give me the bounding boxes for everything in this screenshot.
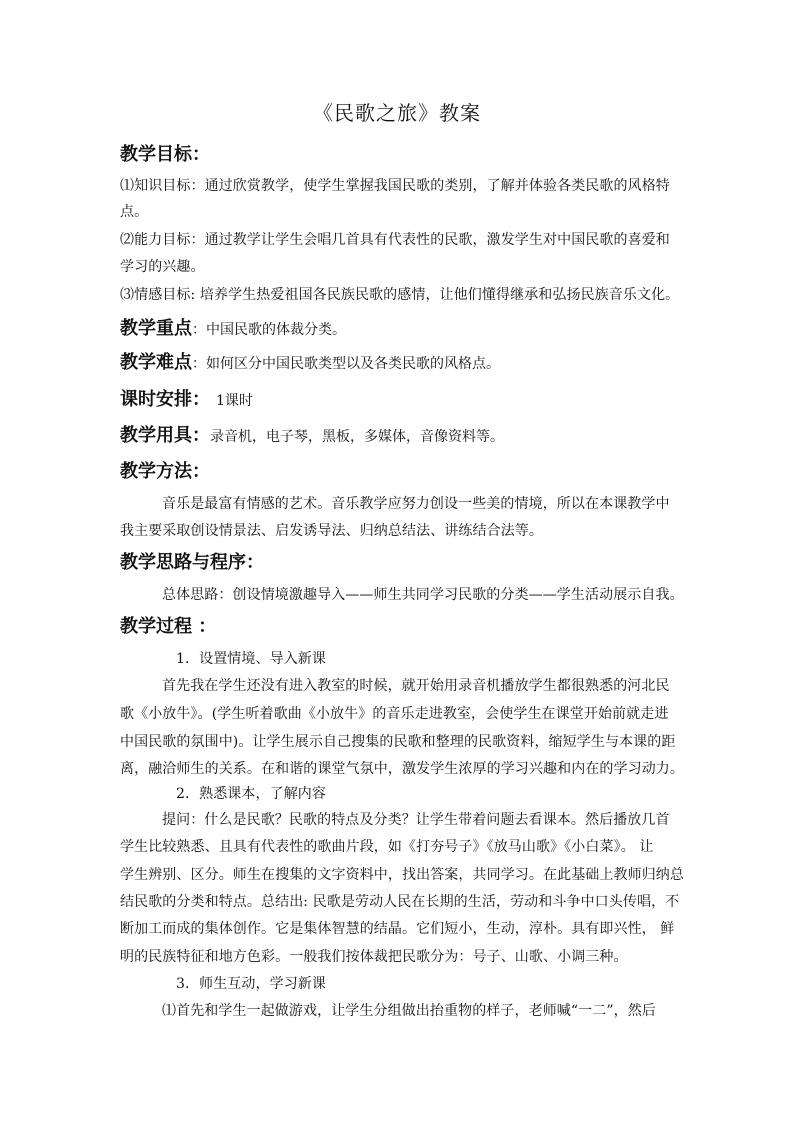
step2-line-2: 学生比较熟悉、且具有代表性的歌曲片段，如《打夯号子》《放马山歌》《小白菜》。 让: [120, 839, 654, 855]
process-heading: 教学过程 ：: [120, 616, 217, 637]
step2-line-1: 提问：什么是民歌？民歌的特点及分类？让学生带着问题去看课本。然后播放几首: [162, 812, 670, 828]
difficulty-label: 教学难点: [120, 352, 192, 373]
schedule-heading: [120, 385, 253, 411]
step2-title: 2．熟悉课本，了解内容: [176, 786, 327, 802]
goals-line-1: ⑴知识目标：通过欣赏教学，使学生掌握我国民歌的类别，了解并体验各类民歌的风格特: [120, 178, 670, 194]
difficulty-text: ：如何区分中国民歌类型以及各类民歌的风格点。: [192, 356, 500, 372]
step1-title: 1．设置情境、导入新课: [176, 651, 327, 667]
key-points-heading: [120, 314, 346, 340]
step3-title: 3．师生互动，学习新课: [176, 976, 327, 992]
tools-text: 录音机，电子琴，黑板，多媒体，音像资料等。: [210, 429, 504, 445]
step1-line-4: 离，融洽师生的关系。在和谐的课堂气氛中，激发学生浓厚的学习兴趣和内在的学习动力。: [120, 761, 684, 777]
methods-line-2: 我主要采取创设情景法、启发诱导法、归纳总结法、讲练结合法等。: [120, 523, 543, 539]
goals-line-2: 点。: [120, 204, 149, 220]
document-title: 《民歌之旅》教案: [313, 101, 481, 125]
methods-heading: 教学方法：: [120, 461, 210, 482]
tools-heading: [120, 421, 504, 447]
goals-line-4: 学习的兴趣。: [120, 259, 205, 275]
key-points-label: 教学重点: [120, 318, 192, 339]
goals-line-3: ⑵能力目标：通过教学让学生会唱几首具有代表性的民歌，激发学生对中国民歌的喜爱和: [120, 232, 670, 248]
step1-line-3: 中国民歌的氛围中)。让学生展示自己搜集的民歌和整理的民歌资料，缩短学生与本课的距: [120, 734, 676, 750]
schedule-label: 课时安排：: [120, 389, 210, 410]
methods-line-1: 音乐是最富有情感的艺术。音乐教学应努力创设一些美的情境，所以在本课教学中: [162, 496, 670, 512]
step2-line-4: 结民歌的分类和特点。总结出: 民歌是劳动人民在长期的生活，劳动和斗争中口头传唱，不: [120, 894, 680, 910]
goals-heading: 教学目标：: [120, 144, 210, 165]
ideas-line: 总体思路：创设情境激趣导入——师生共同学习民歌的分类——学生活动展示自我。: [162, 587, 684, 603]
step1-line-2: 歌《小放牛》。(学生听着歌曲《小放牛》的音乐走进教室，会使学生在课堂开始前就走进: [120, 706, 669, 722]
step2-line-5: 断加工而成的集体创作。它是集体智慧的结晶。它们短小，生动，淳朴。具有即兴性， 鲜: [120, 921, 675, 937]
schedule-text: 1课时: [216, 393, 253, 409]
tools-label: 教学用具：: [120, 425, 210, 446]
step2-line-3: 学生辨别、区分。师生在搜集的文字资料中，找出答案，共同学习。在此基础上教师归纳总: [120, 867, 684, 883]
difficulty-heading: [120, 348, 500, 374]
step3-line-1: ⑴首先和学生一起做游戏，让学生分组做出抬重物的样子，老师喊“一二”，然后: [162, 1003, 656, 1019]
ideas-heading: 教学思路与程序：: [120, 552, 264, 573]
goals-line-5: ⑶情感目标: 培养学生热爱祖国各民族民歌的感情，让他们懂得继承和弘扬民族音乐文化。: [120, 287, 680, 303]
step2-line-6: 明的民族特征和地方色彩。一般我们按体裁把民歌分为：号子、山歌、小调三种。: [120, 949, 628, 965]
step1-line-1: 首先我在学生还没有进入教室的时候，就开始用录音机播放学生都很熟悉的河北民: [162, 678, 670, 694]
key-points-text: ：中国民歌的体裁分类。: [192, 322, 346, 338]
